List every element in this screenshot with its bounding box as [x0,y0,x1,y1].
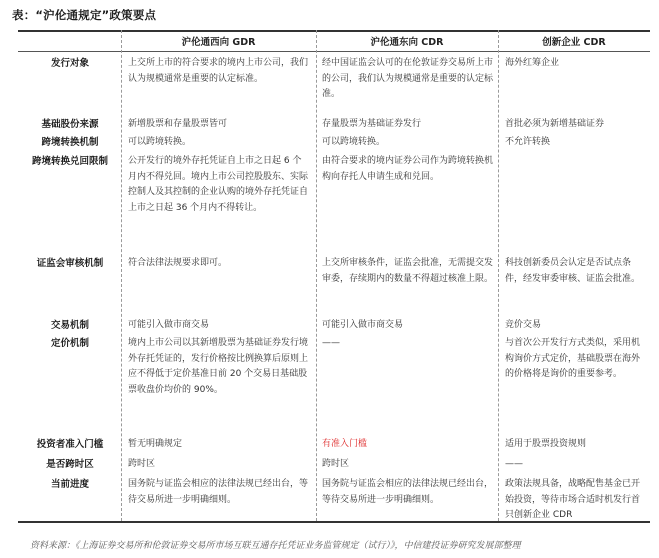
row-label-investor: 投资者准入门槛 [36,439,104,450]
cell-cross-convert-west: 可以跨境转换。 [128,137,192,147]
cell-investor-innov: 适用于股票投资规则 [505,439,587,449]
row-label-timezone: 是否跨时区 [46,459,94,470]
table-title: 表：“沪伦通规定”政策要点 [12,8,157,22]
cell-csrc-review-innov: 科技创新委员会认定是否试点条件，经发审委审核、证监会批准。 [505,258,641,284]
cell-timezone-innov: —— [505,459,523,469]
cell-pricing-west: 境内上市公司以其新增股票为基础证券发行境外存托凭证的，发行价格按比例换算后原则上应不得低于定价基准日前 20 个交易日基础股票收盘价均价的 90%。 [128,338,309,395]
row-label-trading: 交易机制 [50,320,89,331]
cell-issuer-innov: 海外红筹企业 [505,58,560,68]
cell-issuer-west: 上交所上市的符合要求的境内上市公司，我们认为规模通常是重要的认定标准。 [128,58,309,84]
cell-csrc-review-west: 符合法律法规要求即可。 [128,258,228,268]
cell-base-source-innov: 首批必须为新增基础证券 [505,119,605,129]
cell-investor-west: 暂无明确规定 [128,439,183,449]
column-divider [498,30,499,521]
table-header-rule [18,51,650,52]
cell-trading-west: 可能引入做市商交易 [128,320,210,330]
cell-timezone-west: 跨时区 [128,459,156,469]
header-east-cdr: 沪伦通东向 CDR [370,37,444,48]
cell-progress-innov: 政策法规具备，战略配售基金已开始投资，等待市场合适时机发行首只创新企业 CDR [505,479,641,520]
cell-issuer-east: 经中国证监会认可的在伦敦证券交易所上市的公司，我们认为规模通常是重要的认定标准。 [322,58,494,99]
header-innovation-cdr: 创新企业 CDR [542,37,606,48]
cell-progress-west: 国务院与证监会相应的法律法规已经出台，等待交易所进一步明确细则。 [128,479,309,505]
row-label-issuer: 发行对象 [50,58,89,69]
cell-cross-limit-west: 公开发行的境外存托凭证自上市之日起 6 个月内不得兑回。境内上市公司控股股东、实际控制人及其控制的企业认购的境外存托凭证自上市之日起 36 个月内不得转让。 [128,156,309,213]
cell-cross-limit-east: 由符合要求的境内证券公司作为跨境转换机构向存托人申请生成和兑回。 [322,156,494,182]
cell-trading-east: 可能引入做市商交易 [322,320,404,330]
cell-base-source-east: 存量股票为基础证券发行 [322,119,422,129]
row-label-base-source: 基础股份来源 [41,119,99,130]
cell-cross-convert-east: 可以跨境转换。 [322,137,386,147]
cell-progress-east: 国务院与证监会相应的法律法规已经出台，等待交易所进一步明确细则。 [322,479,494,505]
cell-pricing-east: —— [322,338,340,348]
cell-base-source-west: 新增股票和存量股票皆可 [128,119,228,129]
cell-trading-innov: 竞价交易 [505,320,542,330]
cell-csrc-review-east: 上交所审核条件，证监会批准，无需提交发审委，存续期内的数量不得超过核准上限。 [322,258,494,284]
row-label-cross-convert: 跨境转换机制 [41,137,99,148]
header-west-gdr: 沪伦通西向 GDR [181,37,256,48]
cell-timezone-east: 跨时区 [322,459,350,469]
cell-investor-east: 有准入门槛 [322,439,368,449]
cell-cross-convert-innov: 不允许转换 [505,137,551,147]
row-label-pricing: 定价机制 [50,338,89,349]
table-top-rule [18,30,650,32]
row-label-cross-limit: 跨境转换兑回限制 [31,156,108,167]
row-label-progress: 当前进度 [50,479,89,490]
column-divider [316,30,317,521]
cell-pricing-innov: 与首次公开发行方式类似，采用机构询价方式定价，基础股票在海外的价格将是询价的重要参考。 [505,338,641,379]
source-note: 资料来源：《上海证券交易所和伦敦证券交易所市场互联互通存托凭证业务监管规定（试行）》，中信建投证券研究发展部整理 [30,541,521,551]
row-label-csrc-review: 证监会审核机制 [36,258,104,269]
